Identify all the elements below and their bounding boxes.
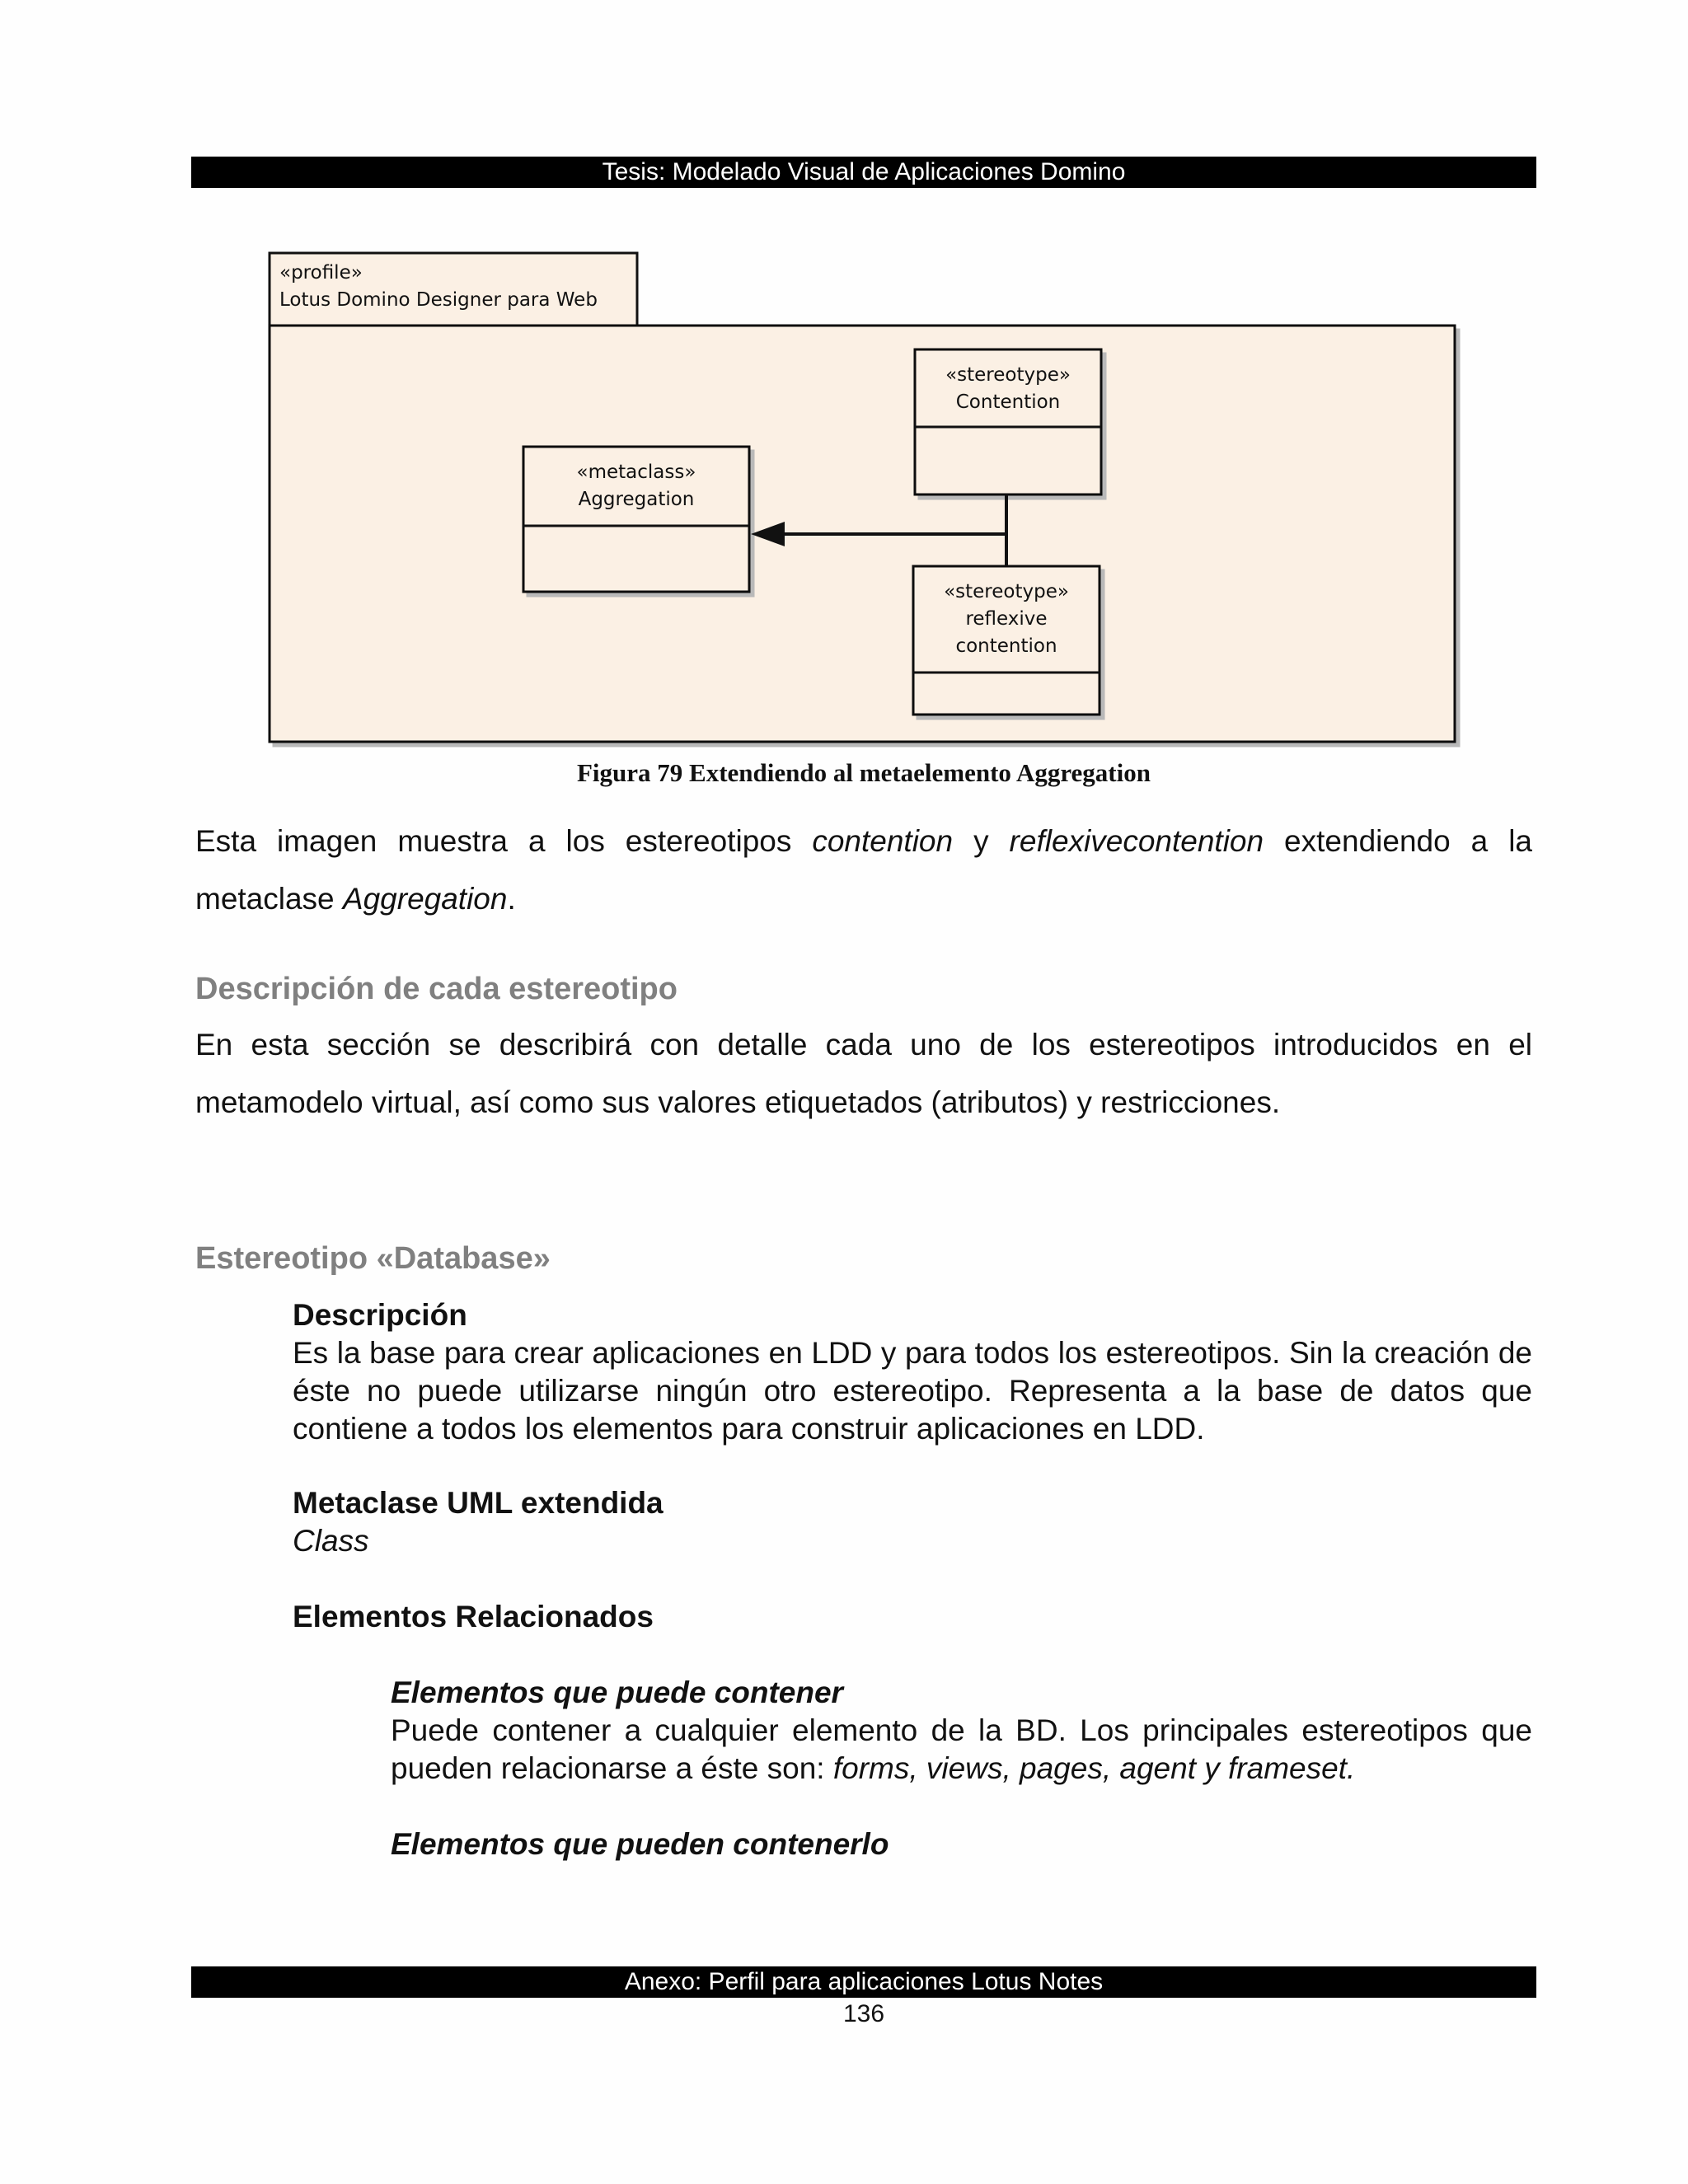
contener-label: Elementos que puede contener xyxy=(391,1675,843,1709)
metaclass-aggregation xyxy=(523,447,749,592)
stereotype-contention xyxy=(915,349,1101,494)
descripcion-text: Es la base para crear aplicaciones en LDD y para todos los estereotipos. Sin la creación de éste no puede utilizarse ningún otro estereotipo. Representa a la base de datos que contiene a todos los elementos para construir aplicaciones en LDD. xyxy=(293,1336,1532,1446)
uml-profile-diagram xyxy=(268,251,1463,750)
running-footer: Anexo: Perfil para aplicaciones Lotus Notes xyxy=(191,1966,1536,1998)
metaclass-name: Aggregation xyxy=(578,489,695,510)
metaclass-stereotype: «metaclass» xyxy=(576,462,696,483)
page-number: 136 xyxy=(842,2000,885,2027)
para1-text: y xyxy=(953,824,1010,858)
para1-text: . xyxy=(507,882,516,916)
contenerlo-label: Elementos que pueden contenerlo xyxy=(391,1827,889,1861)
reflexive-name-line2: contention xyxy=(955,635,1057,657)
para1-term-aggregation: Aggregation xyxy=(342,882,508,916)
descripcion-label: Descripción xyxy=(293,1298,467,1332)
para1-text: extendiendo a la metaclase xyxy=(195,824,1532,916)
para1-term-contention: contention xyxy=(812,824,954,858)
contener-text-body: Puede contener a cualquier elemento de la BD. Los principales estereotipos que pueden relacionarse a éste son: xyxy=(391,1713,1532,1785)
stereotype-reflexive-contention xyxy=(913,566,1100,715)
para1-term-reflexivecontention: reflexivecontention xyxy=(1009,824,1264,858)
section-heading-descripcion: Descripción de cada estereotipo xyxy=(195,972,678,1006)
section-intro-paragraph: En esta sección se describirá con detalle cada uno de los estereotipos introducidos en el metamodelo virtual, así como sus valores etiquetados (atributos) y restricciones. xyxy=(195,1028,1532,1119)
reflexive-name-line1: reflexive xyxy=(965,608,1048,630)
profile-name: Lotus Domino Designer para Web xyxy=(279,289,598,311)
contention-name: Contention xyxy=(955,391,1061,413)
contener-text xyxy=(391,1712,1532,1788)
metaclase-value: Class xyxy=(293,1524,369,1558)
reflexive-stereotype: «stereotype» xyxy=(944,581,1069,602)
contener-stereotype-list: forms, views, pages, agent y frameset. xyxy=(832,1751,1356,1785)
para1-text: Esta imagen muestra a los estereotipos xyxy=(195,824,813,858)
elementos-relacionados-label: Elementos Relacionados xyxy=(293,1600,654,1633)
profile-stereotype: «profile» xyxy=(279,262,363,284)
running-header: Tesis: Modelado Visual de Aplicaciones Domino xyxy=(191,157,1536,188)
contention-stereotype: «stereotype» xyxy=(945,364,1071,386)
figure-caption: Figura 79 Extendiendo al metaelemento Aggregation xyxy=(576,758,1151,787)
metaclase-label: Metaclase UML extendida xyxy=(293,1486,663,1520)
figure-description-paragraph xyxy=(195,813,1532,928)
section-heading-database: Estereotipo «Database» xyxy=(195,1241,551,1276)
